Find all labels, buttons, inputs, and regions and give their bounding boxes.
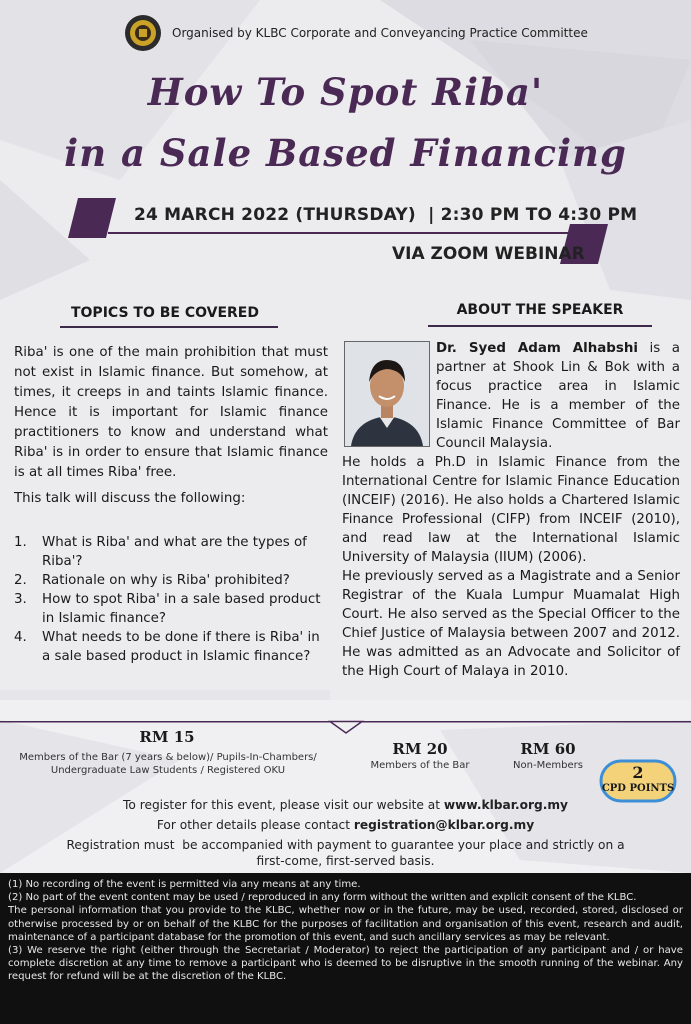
- klbc-logo-icon: [124, 14, 162, 52]
- fee-desc-members-junior: Members of the Bar (7 years & below)/ Pupils-In-Chambers/ Undergraduate Law Students / Registered OKU: [19, 752, 317, 776]
- event-date-time: 24 MARCH 2022 (THURSDAY) | 2:30 PM TO 4:30 PM: [134, 205, 638, 225]
- topics-list: [14, 533, 332, 666]
- speaker-heading-underline: [428, 325, 652, 327]
- fee-price-members-junior: RM 15: [139, 728, 195, 746]
- cpd-points-label: CPD POINTS: [601, 783, 675, 794]
- cpd-points-number: 2: [632, 763, 644, 782]
- registration-payment-line: Registration must be accompanied with payment to guarantee your place and strictly on a: [66, 838, 625, 852]
- speaker-heading: ABOUT THE SPEAKER: [456, 302, 624, 318]
- speaker-bio-intro: [436, 339, 680, 453]
- list-item: 2. Rationale on why is Riba' prohibited?: [14, 573, 290, 588]
- event-title-line1: How To Spot Riba': [147, 70, 544, 114]
- footer-note: The personal information that you provide to the KLBC, whether now or in the future, may be used, recorded, stored, disclosed or otherwise processed by or on behalf of the KLBC for the purposes of facilitation and organisation of this event, research and audit, maintenance of a participant database for the promotion of this event, and such ancillary services as may be relevant.: [8, 905, 683, 943]
- registration-contact-line: For other details please contact registration@klbar.org.my: [156, 818, 535, 832]
- registration-website-line: To register for this event, please visit our website at www.klbar.org.my: [123, 798, 568, 812]
- registration-basis-line: first-come, first-served basis.: [256, 854, 435, 868]
- footer-notes: [8, 878, 683, 984]
- fee-desc-non-members: Non-Members: [513, 760, 583, 771]
- speaker-bio-first: is a partner at Shook Lin & Bok with a focus practice area in Islamic Finance. He is a member of the Islamic Finance Committee of Bar Council Malaysia.: [436, 341, 681, 451]
- fee-desc-members: Members of the Bar: [370, 760, 470, 771]
- email-link[interactable]: registration@klbar.org.my: [353, 818, 535, 832]
- fee-price-members: RM 20: [392, 740, 448, 758]
- list-item: 4. What needs to be done if there is Riba' in a sale based product in Islamic finance?: [14, 630, 320, 664]
- footer-note: (2) No part of the event content may be used / reproduced in any form without the written and explicit consent of the KLBC.: [8, 892, 637, 904]
- fee-price-non-members: RM 60: [520, 740, 576, 758]
- list-item: 1. What is Riba' and what are the types of Riba'?: [14, 535, 307, 569]
- speaker-bio-second: He holds a Ph.D in Islamic Finance from the International Centre for Islamic Finance Education (INCEIF) (2016). He also holds a Chartered Islamic Finance Professional (CIFP) from INCEIF (2010), and read law at the International Islamic University of Malaysia (IIUM) (2006).: [342, 455, 680, 565]
- footer-note: (1) No recording of the event is permitted via any means at any time.: [8, 879, 361, 890]
- organiser-text: Organised by KLBC Corporate and Conveyancing Practice Committee: [172, 26, 588, 40]
- footer-note: (3) We reserve the right (either through the Secretariat / Moderator) to reject the participation of any participant and / or have complete discretion at any time to remove a participant who is deemed to be disruptive in the smooth running of the webinar. Any request for refund will be at the discretion of the KLBC.: [8, 945, 683, 983]
- topics-intro-paragraph: Riba' is one of the main prohibition that must not exist in Islamic finance. But somehow, at times, it creeps in and taints Islamic finance. Hence it is important for Islamic finance practitioners to know and understand what Riba' is in order to ensure that Islamic finance is at all times Riba' free.: [14, 345, 328, 480]
- event-venue: VIA ZOOM WEBINAR: [392, 244, 585, 264]
- speaker-bio-third: He previously served as a Magistrate and a Senior Registrar of the Kuala Lumpur Muamalat High Court. He also served as the Special Officer to the Chief Justice of Malaysia between 2007 and 2012. He was admitted as an Advocate and Solicitor of the High Court of Malaya in 2010.: [342, 569, 680, 679]
- list-item: 3. How to spot Riba' in a sale based product in Islamic finance?: [14, 592, 321, 626]
- topics-heading: TOPICS TO BE COVERED: [70, 305, 259, 321]
- speaker-photo: [344, 341, 430, 447]
- speaker-bio-details: [342, 453, 680, 681]
- event-title-line2: in a Sale Based Financing: [64, 131, 627, 175]
- speaker-name: Dr. Syed Adam Alhabshi: [436, 341, 638, 356]
- website-link[interactable]: www.klbar.org.my: [443, 798, 568, 812]
- topics-lead-in: This talk will discuss the following:: [14, 491, 246, 506]
- topics-heading-underline: [60, 326, 278, 328]
